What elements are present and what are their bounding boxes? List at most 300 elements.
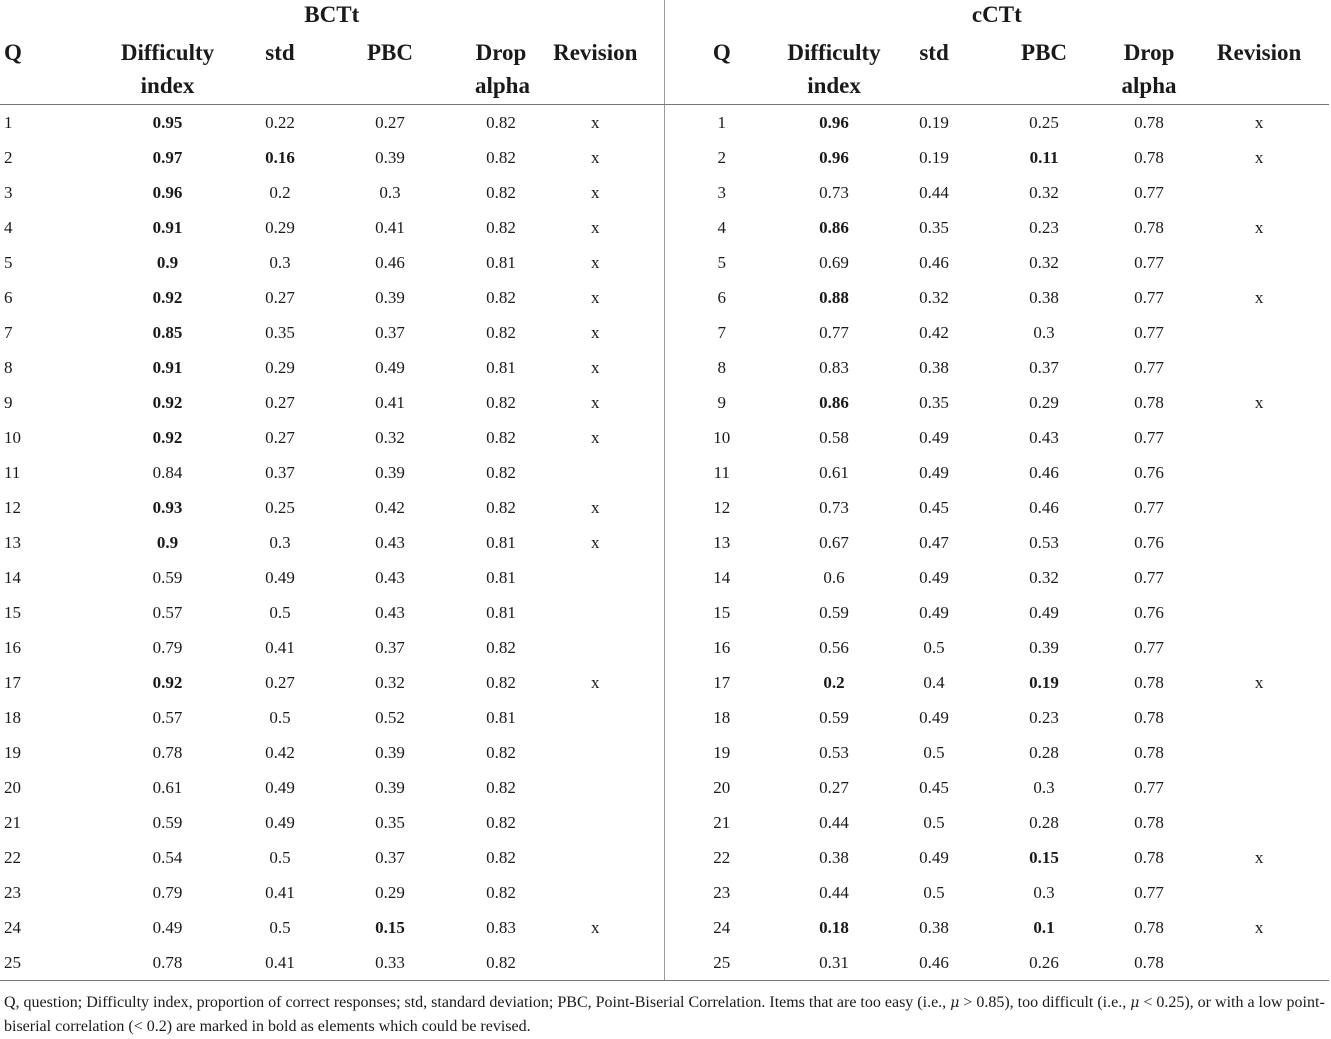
cell-difficulty: 0.6 [823, 568, 845, 587]
table-row [0, 700, 1329, 735]
cell-std: 0.42 [919, 323, 949, 342]
cell-pbc: 0.43 [375, 533, 405, 552]
cell-drop-alpha: 0.77 [1134, 638, 1164, 657]
cell-difficulty [779, 665, 889, 700]
table-row [0, 420, 1329, 455]
table-row [0, 945, 1329, 981]
cell-difficulty: 0.38 [819, 848, 849, 867]
cell-std: 0.35 [265, 323, 295, 342]
cell-std: 0.37 [265, 463, 295, 482]
cell-std: 0.27 [265, 428, 295, 447]
cell-q: 2 [4, 148, 13, 167]
cell-drop-alpha: 0.81 [486, 568, 516, 587]
cell-drop-alpha: 0.78 [1134, 708, 1164, 727]
cell-drop-alpha: 0.81 [486, 253, 516, 272]
cell-std: 0.19 [919, 113, 949, 132]
cell-q: 2 [664, 140, 779, 175]
group-label-cctt: cCTt [664, 0, 1329, 36]
group-label-bctt: BCTt [304, 2, 360, 27]
cell-std: 0.45 [919, 778, 949, 797]
cell-q: 11 [664, 455, 779, 490]
cell-std: 0.27 [265, 673, 295, 692]
cell-pbc: 0.42 [375, 498, 405, 517]
header-drop-alpha [1109, 36, 1189, 105]
cell-revision: x [591, 323, 600, 342]
cell-q: 8 [664, 350, 779, 385]
cell-pbc: 0.23 [1029, 218, 1059, 237]
cell-std: 0.5 [269, 918, 291, 937]
footnote-mu-symbol: μ [950, 995, 960, 1011]
cell-difficulty [80, 525, 255, 560]
cell-drop-alpha: 0.82 [486, 148, 516, 167]
cell-difficulty: 0.78 [152, 743, 183, 762]
cell-difficulty-flagged: 0.86 [819, 218, 849, 237]
cell-drop-alpha: 0.78 [1134, 148, 1164, 167]
cell-drop-alpha: 0.82 [475, 945, 527, 981]
cell-difficulty [779, 385, 889, 420]
cell-difficulty: 0.59 [152, 813, 183, 832]
cell-std: 0.49 [265, 568, 295, 587]
cell-std: 0.25 [265, 498, 295, 517]
cell-revision [527, 455, 664, 490]
header-difficulty-index [80, 36, 255, 105]
cell-revision: x [591, 288, 600, 307]
cell-pbc: 0.37 [1029, 358, 1059, 377]
cell-revision: x [591, 918, 600, 937]
cell-revision [1189, 560, 1329, 595]
cell-q: 9 [4, 393, 13, 412]
cell-revision [1189, 630, 1329, 665]
table-row [0, 525, 1329, 560]
cell-q: 15 [664, 595, 779, 630]
cell-drop-alpha: 0.81 [486, 533, 516, 552]
cell-q: 7 [664, 315, 779, 350]
table-row [0, 140, 1329, 175]
cell-revision [1189, 455, 1329, 490]
cell-std: 0.38 [919, 358, 949, 377]
cell-pbc: 0.39 [375, 463, 405, 482]
cell-revision [1189, 525, 1329, 560]
cell-revision: x [591, 673, 600, 692]
cell-drop-alpha: 0.77 [1134, 778, 1164, 797]
cell-revision: x [591, 253, 600, 272]
cell-pbc: 0.3 [379, 183, 401, 202]
cell-q: 17 [664, 665, 779, 700]
cell-difficulty-flagged: 0.86 [819, 393, 849, 412]
cell-q: 19 [664, 735, 779, 770]
cell-difficulty [80, 105, 255, 141]
cell-difficulty: 0.69 [819, 253, 849, 272]
header-drop-line2: alpha [1121, 73, 1177, 98]
cell-q: 13 [664, 525, 779, 560]
cell-std: 0.5 [923, 883, 945, 902]
cell-pbc: 0.3 [1033, 883, 1055, 902]
cell-revision [1189, 805, 1329, 840]
table-row [0, 280, 1329, 315]
cell-drop-alpha: 0.82 [486, 848, 516, 867]
cell-q: 22 [664, 840, 779, 875]
cell-difficulty [779, 140, 889, 175]
table-row [0, 245, 1329, 280]
cell-drop-alpha: 0.77 [1134, 358, 1164, 377]
cell-difficulty-flagged: 0.96 [819, 148, 849, 167]
cell-q: 24 [664, 910, 779, 945]
cell-q: 18 [664, 700, 779, 735]
cell-pbc [979, 910, 1109, 945]
cell-revision [1189, 420, 1329, 455]
cell-q: 20 [4, 778, 21, 797]
cell-std: 0.3 [269, 533, 291, 552]
cell-difficulty: 0.73 [819, 498, 849, 517]
header-drop-line2: alpha [475, 73, 530, 98]
cell-q: 19 [4, 743, 21, 762]
cell-std: 0.5 [923, 813, 945, 832]
cell-q: 23 [4, 883, 21, 902]
cell-std: 0.47 [919, 533, 949, 552]
table-row [0, 735, 1329, 770]
cell-drop-alpha: 0.82 [486, 113, 516, 132]
cell-std: 0.5 [923, 743, 945, 762]
cell-pbc: 0.38 [1029, 288, 1059, 307]
cell-std: 0.49 [919, 848, 949, 867]
cell-drop-alpha: 0.77 [1134, 183, 1164, 202]
cell-drop-alpha: 0.82 [486, 638, 516, 657]
cell-pbc: 0.29 [1029, 393, 1059, 412]
cell-revision: x [591, 533, 600, 552]
table-body [0, 105, 1329, 981]
cell-std: 0.38 [919, 918, 949, 937]
cell-q: 20 [664, 770, 779, 805]
cell-pbc-flagged: 0.11 [1029, 148, 1059, 167]
cell-difficulty [779, 210, 889, 245]
cell-drop-alpha: 0.82 [486, 393, 516, 412]
cell-drop-alpha: 0.78 [1134, 918, 1164, 937]
header-q: Q [664, 36, 779, 105]
cell-drop-alpha: 0.82 [486, 428, 516, 447]
cell-pbc: 0.28 [1029, 743, 1059, 762]
cell-revision: x [591, 498, 600, 517]
cell-drop-alpha: 0.77 [1134, 323, 1164, 342]
cell-difficulty: 0.77 [819, 323, 849, 342]
cell-q: 12 [664, 490, 779, 525]
header-pbc: PBC [979, 36, 1109, 105]
cell-difficulty: 0.67 [819, 533, 849, 552]
cell-drop-alpha: 0.76 [1134, 603, 1164, 622]
cell-std: 0.27 [265, 393, 295, 412]
cell-revision [1189, 245, 1329, 280]
header-drop-line1: Drop [475, 40, 527, 65]
cell-pbc: 0.28 [1029, 813, 1059, 832]
cell-q: 8 [4, 358, 13, 377]
cell-revision: x [591, 148, 600, 167]
table-row [0, 630, 1329, 665]
cell-std: 0.45 [919, 498, 949, 517]
table-row [0, 210, 1329, 245]
cell-drop-alpha: 0.78 [1134, 218, 1164, 237]
cell-pbc: 0.32 [1029, 183, 1059, 202]
header-drop-line1: Drop [1123, 40, 1175, 65]
cell-std: 0.32 [919, 288, 949, 307]
cell-q: 15 [4, 603, 21, 622]
cell-pbc: 0.33 [305, 945, 475, 981]
cell-drop-alpha: 0.82 [486, 463, 516, 482]
cell-std: 0.5 [269, 603, 291, 622]
cell-drop-alpha: 0.77 [1134, 428, 1164, 447]
cell-q: 7 [4, 323, 13, 342]
cell-difficulty-flagged: 0.97 [152, 148, 183, 167]
cell-pbc: 0.46 [1029, 498, 1059, 517]
cell-q: 25 [664, 945, 779, 981]
cell-drop-alpha: 0.81 [486, 603, 516, 622]
cell-std: 0.49 [919, 463, 949, 482]
cell-difficulty-flagged: 0.18 [819, 918, 849, 937]
cell-q: 5 [664, 245, 779, 280]
cell-std: 0.22 [265, 113, 295, 132]
cell-revision [1189, 735, 1329, 770]
cell-revision [527, 630, 664, 665]
cell-difficulty-flagged: 0.9 [156, 253, 179, 272]
cell-drop-alpha: 0.77 [1134, 288, 1164, 307]
cell-drop-alpha: 0.78 [1134, 393, 1164, 412]
cell-revision: x [1254, 393, 1264, 412]
cell-difficulty-flagged: 0.92 [152, 288, 183, 307]
cell-drop-alpha: 0.78 [1134, 113, 1164, 132]
cell-pbc: 0.23 [1029, 708, 1059, 727]
cell-pbc: 0.46 [375, 253, 405, 272]
cell-revision [1189, 770, 1329, 805]
cell-revision: x [591, 113, 600, 132]
cell-revision: x [591, 358, 600, 377]
cell-pbc: 0.32 [1029, 568, 1059, 587]
cell-drop-alpha: 0.82 [486, 778, 516, 797]
cell-difficulty [779, 910, 889, 945]
cell-difficulty-flagged: 0.96 [152, 183, 183, 202]
cell-revision [1189, 700, 1329, 735]
cell-revision: x [591, 393, 600, 412]
cell-difficulty: 0.79 [152, 638, 183, 657]
table-row [0, 595, 1329, 630]
cell-std: 0.49 [919, 568, 949, 587]
cell-difficulty: 0.61 [152, 778, 183, 797]
table-row [0, 910, 1329, 945]
cell-difficulty [80, 385, 255, 420]
cell-revision [527, 700, 664, 735]
cell-std: 0.41 [265, 883, 295, 902]
cell-revision [527, 945, 664, 981]
header-std: std [255, 36, 305, 105]
cell-q: 10 [664, 420, 779, 455]
cell-std-flagged: 0.16 [265, 148, 295, 167]
cell-std: 0.3 [269, 253, 291, 272]
table-row [0, 175, 1329, 210]
cell-std: 0.42 [265, 743, 295, 762]
cell-std: 0.5 [269, 848, 291, 867]
cell-revision: x [591, 218, 600, 237]
cell-difficulty: 0.59 [152, 568, 183, 587]
cell-q: 4 [664, 210, 779, 245]
cell-drop-alpha: 0.78 [1134, 813, 1164, 832]
cell-q: 11 [4, 463, 21, 482]
cell-q: 16 [4, 638, 21, 657]
cell-pbc [979, 665, 1109, 700]
cell-std: 0.49 [919, 708, 949, 727]
cell-difficulty-flagged: 0.88 [819, 288, 849, 307]
cell-difficulty: 0.44 [819, 813, 849, 832]
header-revision: Revision [527, 36, 664, 105]
cell-q: 6 [664, 280, 779, 315]
cell-difficulty-flagged: 0.9 [156, 533, 179, 552]
cell-drop-alpha: 0.77 [1134, 498, 1164, 517]
cell-difficulty [80, 490, 255, 525]
cell-pbc: 0.3 [1033, 778, 1055, 797]
cell-std: 0.49 [919, 428, 949, 447]
table-row [0, 350, 1329, 385]
cell-difficulty: 0.53 [819, 743, 849, 762]
cell-pbc: 0.29 [375, 883, 405, 902]
table-row [0, 875, 1329, 910]
cell-difficulty: 0.73 [819, 183, 849, 202]
cell-revision: x [1254, 148, 1264, 167]
cell-revision [1189, 175, 1329, 210]
cell-drop-alpha: 0.78 [1134, 673, 1164, 692]
cell-difficulty: 0.84 [152, 463, 183, 482]
footnote-mu-symbol: μ [1130, 995, 1140, 1011]
cell-difficulty-flagged: 0.93 [152, 498, 183, 517]
table-row [0, 490, 1329, 525]
cell-revision: x [591, 183, 600, 202]
header-difficulty-line2: index [140, 73, 195, 98]
cell-drop-alpha: 0.76 [1134, 463, 1164, 482]
cell-drop-alpha: 0.77 [1134, 568, 1164, 587]
cell-difficulty: 0.57 [152, 603, 183, 622]
cell-difficulty-flagged: 0.92 [152, 673, 183, 692]
cell-drop-alpha: 0.78 [1134, 743, 1164, 762]
footnote-part1: Q, question; Difficulty index, proportion of correct responses; std, standard deviation; PBC, Point-Biserial Correlation. Items that are too easy (i.e., [4, 994, 951, 1011]
cell-revision [527, 875, 664, 910]
cell-q: 4 [4, 218, 13, 237]
cell-revision [1189, 595, 1329, 630]
header-pbc: PBC [305, 36, 475, 105]
cell-revision [527, 805, 664, 840]
cell-pbc-flagged: 0.19 [1029, 673, 1059, 692]
cell-std: 0.41 [255, 945, 305, 981]
cell-difficulty: 0.27 [819, 778, 849, 797]
cell-q: 21 [4, 813, 21, 832]
cell-std: 0.5 [923, 638, 945, 657]
cell-q: 24 [4, 918, 21, 937]
cell-std: 0.35 [919, 218, 949, 237]
cell-q: 17 [4, 673, 21, 692]
cell-revision [527, 560, 664, 595]
cell-pbc: 0.49 [1029, 603, 1059, 622]
table-row [0, 105, 1329, 141]
cell-std: 0.49 [265, 813, 295, 832]
cell-drop-alpha: 0.82 [486, 883, 516, 902]
cell-pbc: 0.43 [375, 603, 405, 622]
cell-drop-alpha: 0.81 [486, 358, 516, 377]
cell-pbc [979, 840, 1109, 875]
cell-pbc: 0.46 [1029, 463, 1059, 482]
cell-difficulty: 0.83 [819, 358, 849, 377]
cell-drop-alpha: 0.82 [486, 183, 516, 202]
cell-difficulty [80, 665, 255, 700]
cell-pbc: 0.43 [375, 568, 405, 587]
cell-q: 6 [4, 288, 13, 307]
cell-difficulty [80, 280, 255, 315]
cell-std: 0.4 [923, 673, 945, 692]
cell-revision [1189, 945, 1329, 981]
cell-std: 0.35 [919, 393, 949, 412]
header-revision: Revision [1189, 36, 1329, 105]
table-row [0, 315, 1329, 350]
cell-q: 23 [664, 875, 779, 910]
cell-pbc: 0.41 [375, 393, 405, 412]
table-row [0, 840, 1329, 875]
cell-std: 0.2 [269, 183, 291, 202]
cell-pbc: 0.3 [1033, 323, 1055, 342]
cell-drop-alpha: 0.82 [486, 743, 516, 762]
cell-difficulty-flagged: 0.92 [152, 393, 183, 412]
cell-revision [527, 770, 664, 805]
table-row [0, 455, 1329, 490]
cell-pbc: 0.39 [375, 288, 405, 307]
cell-revision: x [1254, 848, 1264, 867]
group-header-row [0, 0, 1329, 36]
cell-pbc-flagged: 0.15 [1029, 848, 1059, 867]
footnote-part2: > 0.85), too difficult (i.e., [959, 994, 1131, 1011]
cell-difficulty-flagged: 0.96 [819, 113, 849, 132]
cell-difficulty: 0.31 [779, 945, 889, 981]
cell-revision [1189, 490, 1329, 525]
cell-q: 13 [4, 533, 21, 552]
cell-revision [527, 840, 664, 875]
cell-difficulty [779, 105, 889, 141]
table-row [0, 560, 1329, 595]
cell-std: 0.41 [265, 638, 295, 657]
cell-pbc: 0.39 [375, 778, 405, 797]
cell-difficulty-flagged: 0.85 [152, 323, 183, 342]
cell-revision: x [1254, 918, 1264, 937]
cell-revision: x [591, 428, 600, 447]
cell-q: 3 [4, 183, 13, 202]
cell-pbc: 0.39 [375, 148, 405, 167]
cell-std: 0.44 [919, 183, 949, 202]
cell-std: 0.49 [919, 603, 949, 622]
table-row [0, 385, 1329, 420]
cell-drop-alpha: 0.82 [486, 288, 516, 307]
table-row [0, 665, 1329, 700]
cell-drop-alpha: 0.76 [1134, 533, 1164, 552]
cell-revision [1189, 875, 1329, 910]
cell-difficulty: 0.54 [152, 848, 183, 867]
cell-difficulty: 0.59 [819, 708, 849, 727]
cell-pbc: 0.41 [375, 218, 405, 237]
cell-revision [527, 735, 664, 770]
cell-pbc: 0.32 [375, 428, 405, 447]
cell-revision: x [1254, 673, 1264, 692]
cell-revision: x [1254, 218, 1264, 237]
cell-difficulty [779, 280, 889, 315]
cell-q: 3 [664, 175, 779, 210]
cell-pbc: 0.35 [375, 813, 405, 832]
header-difficulty-line1: Difficulty [120, 40, 215, 65]
cell-difficulty: 0.59 [819, 603, 849, 622]
cell-q: 9 [664, 385, 779, 420]
cell-difficulty-flagged: 0.92 [152, 428, 183, 447]
cell-std [255, 140, 305, 175]
table-footnote [4, 991, 1328, 1039]
footnote-part3: < 0.25), or with a low point-biserial correlation (< 0.2) are marked in bold as elements which could be revised. [4, 994, 1325, 1035]
